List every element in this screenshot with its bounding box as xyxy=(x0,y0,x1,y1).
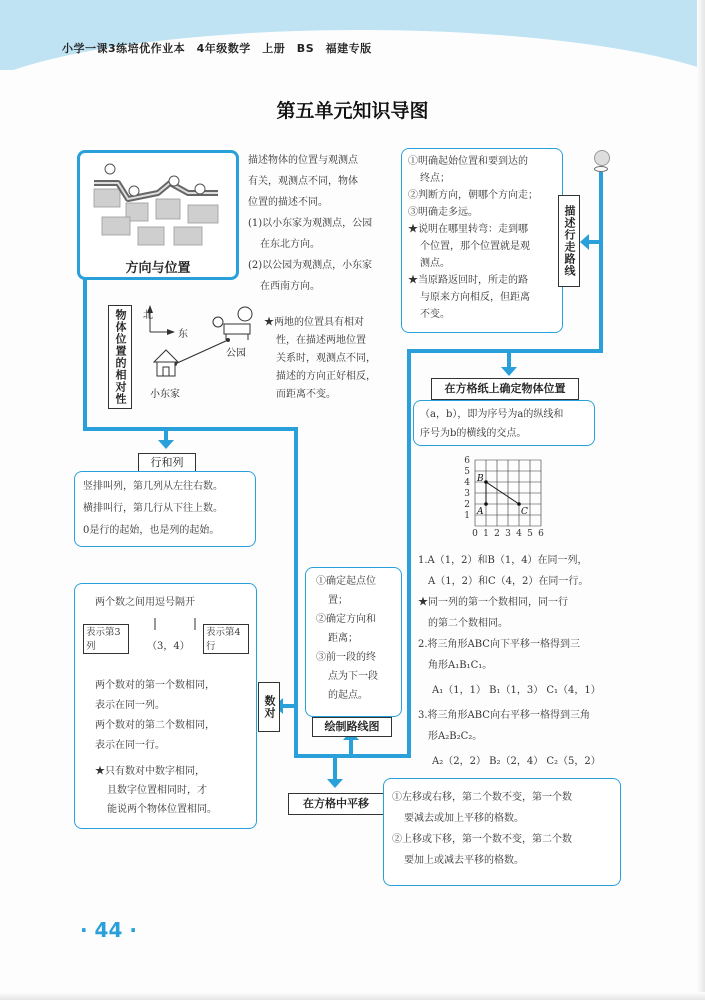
text-line: A₂（2，2） B₂（2，4） C₂（5，2） xyxy=(432,756,601,767)
text-line: 性，在描述两地位置 xyxy=(276,335,366,346)
grid-position-label: 在方格纸上确定物体位置 xyxy=(431,378,579,400)
point-label-C: C xyxy=(521,507,528,517)
observe-text xyxy=(248,150,398,297)
y-tick-label: 4 xyxy=(464,478,470,488)
text-line: ★说明在哪里转弯：走到哪 xyxy=(408,224,528,235)
flow-branch-route xyxy=(588,240,602,244)
text-line: 终点； xyxy=(420,173,450,184)
grid-definition-box xyxy=(413,400,595,446)
draw-route-box xyxy=(305,567,402,717)
text-line: 个位置，那个位置就是观 xyxy=(420,241,530,252)
text-line: 的第二个数相同。 xyxy=(428,618,508,629)
text-line: (2)以公园为观测点，小东家 xyxy=(248,260,373,271)
text-line: 要减去或加上平移的格数。 xyxy=(404,813,524,824)
text-line: ★同一列的第一个数相同，同一行 xyxy=(418,597,568,608)
page-edge xyxy=(0,992,705,1000)
park-icon xyxy=(213,307,252,340)
text-line: ★只有数对中数字相同， xyxy=(95,766,205,777)
text-line: 在东北方向。 xyxy=(260,239,320,250)
text-line: 置； xyxy=(328,595,348,606)
page-number: · 44 · xyxy=(80,918,137,942)
arrow-down-icon xyxy=(158,440,174,449)
translate-label: 在方格中平移 xyxy=(288,793,384,815)
x-tick-label: 1 xyxy=(483,529,489,539)
text-line: 表示在同一行。 xyxy=(95,740,165,751)
text-line: 角形A₁B₁C₁。 xyxy=(428,660,493,671)
text-line: 测点。 xyxy=(420,258,450,269)
arrow-down-icon xyxy=(327,779,343,788)
text-line: ★当原路返回时，所走的路 xyxy=(408,275,528,286)
text-line: 两个数对的第二个数相同， xyxy=(95,720,215,731)
text-line: 2.将三角形ABC向下平移一格得到三 xyxy=(418,639,580,650)
point-B xyxy=(484,480,488,484)
flow-line-right-up xyxy=(407,349,411,758)
map-illustration xyxy=(88,159,228,251)
text-line: 描述的方向正好相反， xyxy=(276,371,376,382)
y-tick-label: 5 xyxy=(464,467,470,477)
flow-line-mid-down xyxy=(294,427,298,758)
route-label: 描述行走路线 xyxy=(558,195,580,287)
map-home-label: 小东家 xyxy=(150,389,180,400)
x-tick-label: 0 xyxy=(472,529,478,539)
coordinate-grid-chart xyxy=(455,448,555,543)
text-line: 表示在同一列。 xyxy=(95,700,165,711)
text-line: 且数字位置相同时，才 xyxy=(107,785,207,796)
pair-value: （3，4） xyxy=(147,641,190,652)
map-park-label: 公园 xyxy=(226,348,246,359)
text-line: 位置的描述不同。 xyxy=(248,197,328,208)
pair-note xyxy=(95,762,217,819)
text-line: 能说两个物体位置相同。 xyxy=(107,804,217,815)
text-line: 横排叫行，第几行从下往上数。 xyxy=(83,503,223,514)
grid-notes xyxy=(418,550,623,772)
house-icon xyxy=(154,350,178,376)
map-east-label: 东 xyxy=(178,329,188,340)
text-line: ③明确走多远。 xyxy=(408,207,478,218)
translate-box xyxy=(383,778,621,886)
x-tick-label: 2 xyxy=(494,529,500,539)
center-topic-box xyxy=(77,150,239,280)
y-tick-label: 6 xyxy=(464,456,470,466)
pair-left-box: 表示第3列 xyxy=(83,624,129,654)
text-line: 不变。 xyxy=(420,309,450,320)
pair-right-box: 表示第4行 xyxy=(203,624,249,654)
route-box xyxy=(401,148,563,333)
text-line: ②判断方向，朝哪个方向走； xyxy=(408,190,538,201)
text-line: 在西南方向。 xyxy=(260,281,320,292)
text-line: ①确定起点位 xyxy=(316,576,376,587)
arrow-left-icon xyxy=(580,234,589,250)
draw-route-label: 绘制路线图 xyxy=(312,717,392,737)
point-C xyxy=(517,502,521,506)
y-tick-label: 3 xyxy=(464,489,470,499)
row-column-label: 行和列 xyxy=(138,453,196,473)
text-line: （a，b），即为序号为a的纵线和 xyxy=(420,409,564,420)
text-line: 描述物体的位置与观测点 xyxy=(248,155,358,166)
y-tick-label: 2 xyxy=(464,500,470,510)
flow-branch-pair xyxy=(281,704,296,708)
text-line: 点为下一段 xyxy=(328,671,378,682)
arrow-down-icon xyxy=(501,367,517,376)
text-line: 要加上或减去平移的格数。 xyxy=(404,855,524,866)
pair-separator-note: 两个数之间用逗号隔开 xyxy=(95,597,195,608)
text-line: 竖排叫列，第几列从左往右数。 xyxy=(83,481,223,492)
text-line: 3.将三角形ABC向右平移一格得到三角 xyxy=(418,710,590,721)
text-line: 的起点。 xyxy=(328,690,368,701)
text-line: 而距离不变。 xyxy=(276,389,336,400)
header-text: 小学一课3练培优作业本 4年级数学 上册 BS 福建专版 xyxy=(62,42,372,55)
page-edge xyxy=(697,0,705,1000)
center-topic-label: 方向与位置 xyxy=(125,261,191,276)
flow-line-right-v xyxy=(599,172,603,353)
route-pin-base-icon xyxy=(594,166,608,172)
text-line: A（1，2）和C（4，2）在同一行。 xyxy=(428,576,589,587)
x-tick-label: 3 xyxy=(505,529,511,539)
map-north-label: 北 xyxy=(143,310,153,321)
text-line: 0是行的起始，也是列的起始。 xyxy=(83,525,220,536)
text-line: ①左移或右移，第二个数不变，第一个数 xyxy=(392,792,572,803)
flow-line-left-down xyxy=(83,276,87,431)
relative-note xyxy=(264,314,404,404)
point-label-B: B xyxy=(477,474,484,484)
route-pin-icon xyxy=(594,150,610,166)
text-line: A₁（1，1） B₁（1，3） C₁（4，1） xyxy=(432,685,601,696)
y-tick-label: 1 xyxy=(464,511,470,521)
text-line: ③前一段的终 xyxy=(316,652,376,663)
page-title: 第五单元知识导图 xyxy=(276,100,429,122)
x-tick-label: 6 xyxy=(538,529,544,539)
text-line: 1.A（1，2）和B（1，4）在同一列， xyxy=(418,555,588,566)
flow-branch-draw xyxy=(349,738,353,756)
number-pair-box xyxy=(74,583,257,829)
text-line: ★两地的位置具有相对 xyxy=(264,317,364,328)
pair-rules xyxy=(95,676,215,756)
flow-line-mid-h xyxy=(83,427,298,431)
x-tick-label: 4 xyxy=(516,529,522,539)
row-column-box xyxy=(74,471,256,547)
text-line: ②确定方向和 xyxy=(316,614,376,625)
text-line: 形A₂B₂C₂。 xyxy=(428,731,483,742)
text-line: (1)以小东家为观测点，公园 xyxy=(248,218,373,229)
point-label-A: A xyxy=(477,507,484,517)
point-A xyxy=(484,502,488,506)
x-tick-label: 5 xyxy=(527,529,533,539)
number-pair-label: 数对 xyxy=(258,682,280,732)
text-line: 关系时，观测点不同， xyxy=(276,353,376,364)
text-line: 两个数对的第一个数相同， xyxy=(95,680,215,691)
text-line: 与原来方向相反，但距离 xyxy=(420,292,530,303)
relative-position-label: 物体位置的相对性 xyxy=(108,305,132,409)
text-line: ①明确起始位置和要到达的 xyxy=(408,156,528,167)
flow-line-top-h xyxy=(407,349,603,353)
text-line: 距离； xyxy=(328,633,358,644)
text-line: ②上移或下移，第一个数不变，第二个数 xyxy=(392,834,572,845)
text-line: 有关，观测点不同，物体 xyxy=(248,176,358,187)
text-line: 序号为b的横线的交点。 xyxy=(420,428,527,439)
